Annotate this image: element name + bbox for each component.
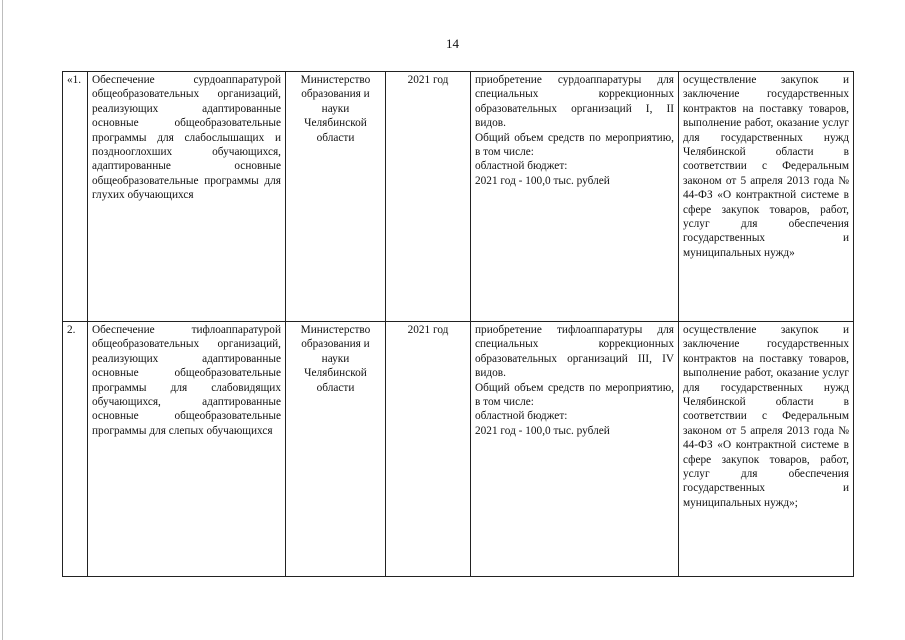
- responsible-executor: Министерство образования и науки Челябинской области: [286, 72, 386, 322]
- measure-purpose: приобретение сурдоаппаратуры для специальных коррекционных образовательных организаций I, II видов.: [475, 74, 674, 130]
- measure-purpose: приобретение тифлоаппаратуры для специальных коррекционных образовательных организаций III, IV видов.: [475, 324, 674, 380]
- table-row: [63, 322, 854, 577]
- procurement-note: осуществление закупок и заключение государственных контрактов на поставку товаров, выполнение работ, оказание услуг для государственных нужд Челябинской области в соответствии с Федеральным законом от 5 апреля 2013 года № 44-ФЗ «О контрактной системе в сфере закупок товаров, работ, услуг для обеспечения государственных и муниципальных нужд»;: [679, 322, 854, 577]
- funding-source: областной бюджет:: [475, 410, 568, 423]
- responsible-executor: Министерство образования и науки Челябинской области: [286, 322, 386, 577]
- measure-description: Обеспечение тифлоаппаратурой общеобразовательных организаций, реализующих адаптированные основные общеобразовательные программы для слабовидящих обучающихся, адаптированные основные общеобразовательные программы для слепых обучающихся: [88, 322, 286, 577]
- measures-table: [62, 71, 854, 577]
- funding-total: Общий объем средств по мероприятию, в том числе:: [475, 381, 674, 409]
- page-number: 14: [446, 36, 459, 51]
- row-number: 2.: [63, 322, 88, 577]
- funding-total: Общий объем средств по мероприятию, в том числе:: [475, 131, 674, 159]
- funding-amount: 2021 год - 100,0 тыс. рублей: [475, 424, 610, 437]
- measure-description: Обеспечение сурдоаппаратурой общеобразовательных организаций, реализующих адаптированные основные общеобразовательные программы для слабослышащих и позднооглохших обучающихся, адаптированные основные общеобразовательные программы для глухих обучающихся: [88, 72, 286, 322]
- measure-details: [471, 72, 679, 322]
- funding-source: областной бюджет:: [475, 160, 568, 173]
- measure-details: [471, 322, 679, 577]
- implementation-period: 2021 год: [386, 322, 471, 577]
- procurement-note: осуществление закупок и заключение государственных контрактов на поставку товаров, выполнение работ, оказание услуг для государственных нужд Челябинской области в соответствии с Федеральным законом от 5 апреля 2013 года № 44-ФЗ «О контрактной системе в сфере закупок товаров, работ, услуг для обеспечения государственных и муниципальных нужд»: [679, 72, 854, 322]
- funding-amount: 2021 год - 100,0 тыс. рублей: [475, 174, 610, 187]
- scan-edge-line: [2, 0, 3, 640]
- row-number: «1.: [63, 72, 88, 322]
- table-row: [63, 72, 854, 322]
- implementation-period: 2021 год: [386, 72, 471, 322]
